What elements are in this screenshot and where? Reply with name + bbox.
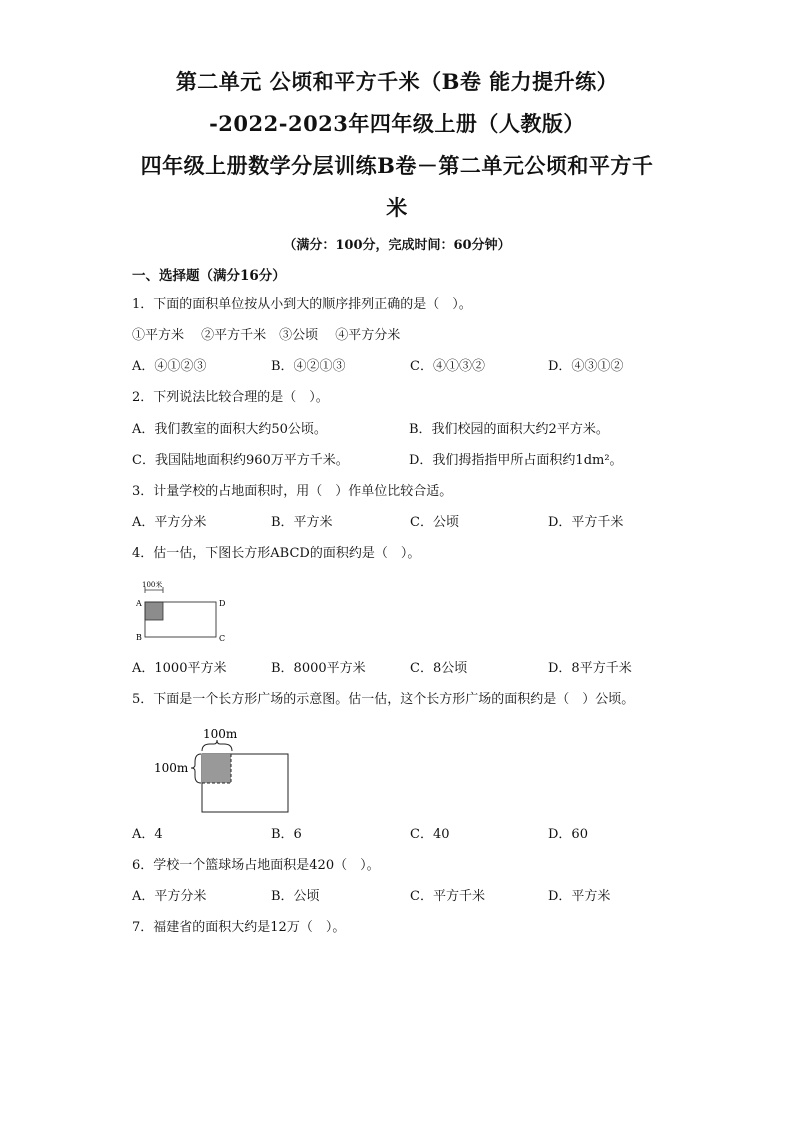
q4-option-a[interactable]: A．1000平方米 xyxy=(132,661,227,676)
hectare-square xyxy=(202,754,231,783)
title-line-3: 四年级上册数学分层训练B卷－第二单元公顷和平方千 xyxy=(140,153,654,178)
q2-option-d[interactable]: D．我们拇指指甲所占面积约1dm²。 xyxy=(409,453,623,468)
q5-option-d[interactable]: D．60 xyxy=(548,827,588,842)
title-line-1: 第二单元 公顷和平方千米（B卷 能力提升练） xyxy=(175,69,619,94)
vertex-d-label: D xyxy=(219,599,226,608)
question-7-stem: 7．福建省的面积大约是12万（ ）。 xyxy=(132,920,346,935)
top-brace xyxy=(202,740,232,751)
rectangle-abcd-figure xyxy=(132,578,242,648)
question-1-units: ①平方米 ②平方千米 ③公顷 ④平方分米 xyxy=(132,328,401,343)
q1-option-c[interactable]: C．④①③② xyxy=(410,359,485,374)
q4-option-d[interactable]: D．8平方千米 xyxy=(548,661,632,676)
vertex-c-label: C xyxy=(219,634,226,643)
q4-option-c[interactable]: C．8公顷 xyxy=(410,661,468,676)
q1-option-b[interactable]: B．④②①③ xyxy=(271,359,346,374)
q6-option-b[interactable]: B．公顷 xyxy=(271,889,320,904)
question-4-stem: 4．估一估，下图长方形ABCD的面积约是（ ）。 xyxy=(132,546,421,561)
question-1-stem: 1．下面的面积单位按从小到大的顺序排列正确的是（ ）。 xyxy=(132,297,472,312)
left-dimension-label: 100m xyxy=(154,761,189,775)
left-brace xyxy=(191,754,201,783)
q5-option-b[interactable]: B．6 xyxy=(271,827,302,842)
q3-option-c[interactable]: C．公顷 xyxy=(410,515,459,530)
q2-option-c[interactable]: C．我国陆地面积约960万平方千米。 xyxy=(132,453,349,468)
question-6-stem: 6．学校一个篮球场占地面积是420（ ）。 xyxy=(132,858,380,873)
question-3-stem: 3．计量学校的占地面积时，用（ ）作单位比较合适。 xyxy=(132,484,453,499)
q3-option-b[interactable]: B．平方米 xyxy=(271,515,333,530)
q6-option-d[interactable]: D．平方米 xyxy=(548,889,611,904)
scale-label: 100米 xyxy=(142,581,163,589)
title-line-2: -2022-2023年四年级上册（人教版） xyxy=(209,111,585,136)
score-note: （满分：100分，完成时间：60分钟） xyxy=(283,238,511,253)
top-dimension-label: 100m xyxy=(203,727,238,741)
section-heading: 一、选择题（满分16分） xyxy=(132,268,286,284)
vertex-b-label: B xyxy=(136,633,142,642)
title-line-4: 米 xyxy=(386,195,408,220)
question-5-stem: 5．下面是一个长方形广场的示意图。估一估，这个长方形广场的面积约是（ ）公顷。 xyxy=(132,692,635,707)
q6-option-a[interactable]: A．平方分米 xyxy=(132,889,207,904)
q4-option-b[interactable]: B．8000平方米 xyxy=(271,661,366,676)
q2-option-b[interactable]: B．我们校园的面积大约2平方米。 xyxy=(409,422,609,437)
q3-option-d[interactable]: D．平方千米 xyxy=(548,515,624,530)
question-2-stem: 2．下列说法比较合理的是（ ）。 xyxy=(132,390,329,405)
q5-option-c[interactable]: C．40 xyxy=(410,827,450,842)
q1-option-d[interactable]: D．④③①② xyxy=(548,359,624,374)
q2-option-a[interactable]: A．我们教室的面积大约50公顷。 xyxy=(132,422,327,437)
unit-square xyxy=(145,602,163,620)
q5-option-a[interactable]: A．4 xyxy=(132,827,163,842)
square-plaza-figure xyxy=(150,722,300,818)
q3-option-a[interactable]: A．平方分米 xyxy=(132,515,207,530)
q1-option-a[interactable]: A．④①②③ xyxy=(132,359,207,374)
vertex-a-label: A xyxy=(136,599,142,608)
q6-option-c[interactable]: C．平方千米 xyxy=(410,889,485,904)
